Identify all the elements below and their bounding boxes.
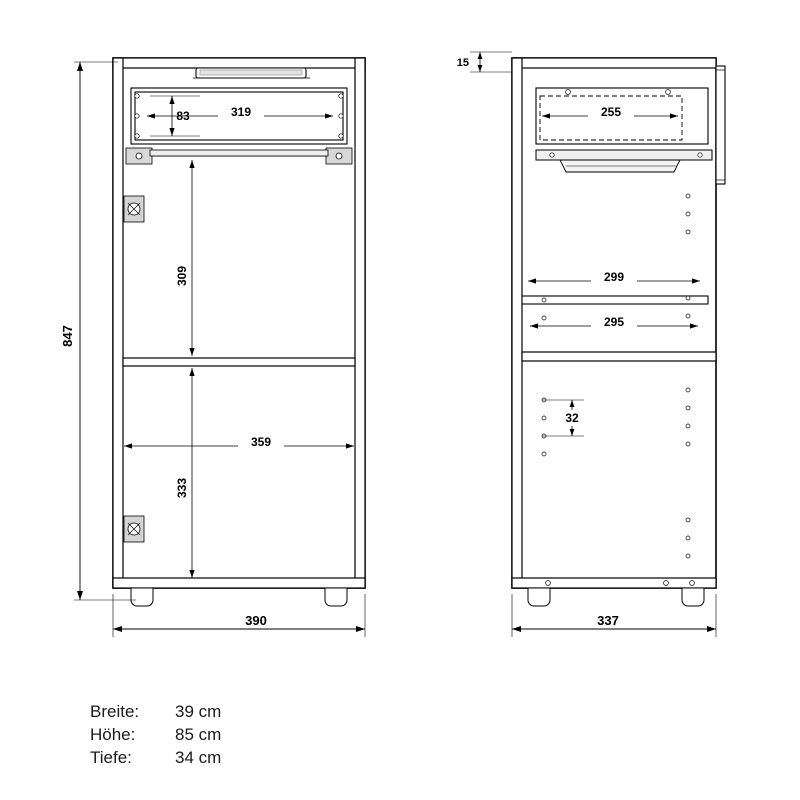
dim-label-83: 83 xyxy=(176,109,190,123)
dim-label-overall-width: 390 xyxy=(245,613,267,628)
dim-label-319: 319 xyxy=(230,105,252,119)
side-bottom-panel xyxy=(512,578,716,588)
spec-row-width xyxy=(90,700,510,723)
spec-label-width: Breite: xyxy=(90,702,140,721)
front-foot-left xyxy=(131,588,153,606)
front-hinge-lower xyxy=(124,516,144,542)
front-bottom-panel xyxy=(113,578,365,588)
front-hinge-upper xyxy=(124,196,144,222)
dim-label-overall-height: 847 xyxy=(60,325,75,347)
side-view xyxy=(457,52,725,637)
spec-value-width: 39 cm xyxy=(175,702,222,721)
front-top-panel xyxy=(113,58,365,68)
side-drawer-slide xyxy=(536,150,712,160)
dim-label-overall-depth: 337 xyxy=(597,613,619,628)
dim-label-32: 32 xyxy=(565,411,579,425)
spec-row-depth xyxy=(90,746,510,769)
dim-label-15: 15 xyxy=(456,57,469,69)
side-left-panel xyxy=(512,58,522,588)
dim-label-295: 295 xyxy=(603,315,625,329)
front-handle-inner xyxy=(200,70,302,75)
spec-row-height xyxy=(90,723,510,746)
front-left-panel xyxy=(113,58,123,588)
dim-label-333: 333 xyxy=(175,477,189,499)
front-middle-shelf xyxy=(123,358,355,366)
front-foot-right xyxy=(325,588,347,606)
side-foot-left xyxy=(528,588,550,606)
specification-list xyxy=(90,700,510,769)
side-foot-right xyxy=(682,588,704,606)
spec-label-height: Höhe: xyxy=(90,725,136,744)
front-right-panel xyxy=(355,58,365,588)
spec-value-depth: 34 cm xyxy=(175,748,222,767)
dim-label-359: 359 xyxy=(250,435,272,449)
spec-value-height: 85 cm xyxy=(175,725,222,744)
dim-label-299: 299 xyxy=(603,270,625,284)
dim-label-309: 309 xyxy=(175,265,189,287)
side-door-panel xyxy=(716,66,725,184)
side-top-panel xyxy=(512,58,716,68)
spec-label-depth: Tiefe: xyxy=(90,748,132,767)
dim-top-offset xyxy=(470,52,512,72)
side-shelf-upper xyxy=(522,296,708,304)
side-shelf-middle xyxy=(522,352,716,361)
dim-label-255: 255 xyxy=(600,105,622,119)
front-view xyxy=(60,58,365,637)
